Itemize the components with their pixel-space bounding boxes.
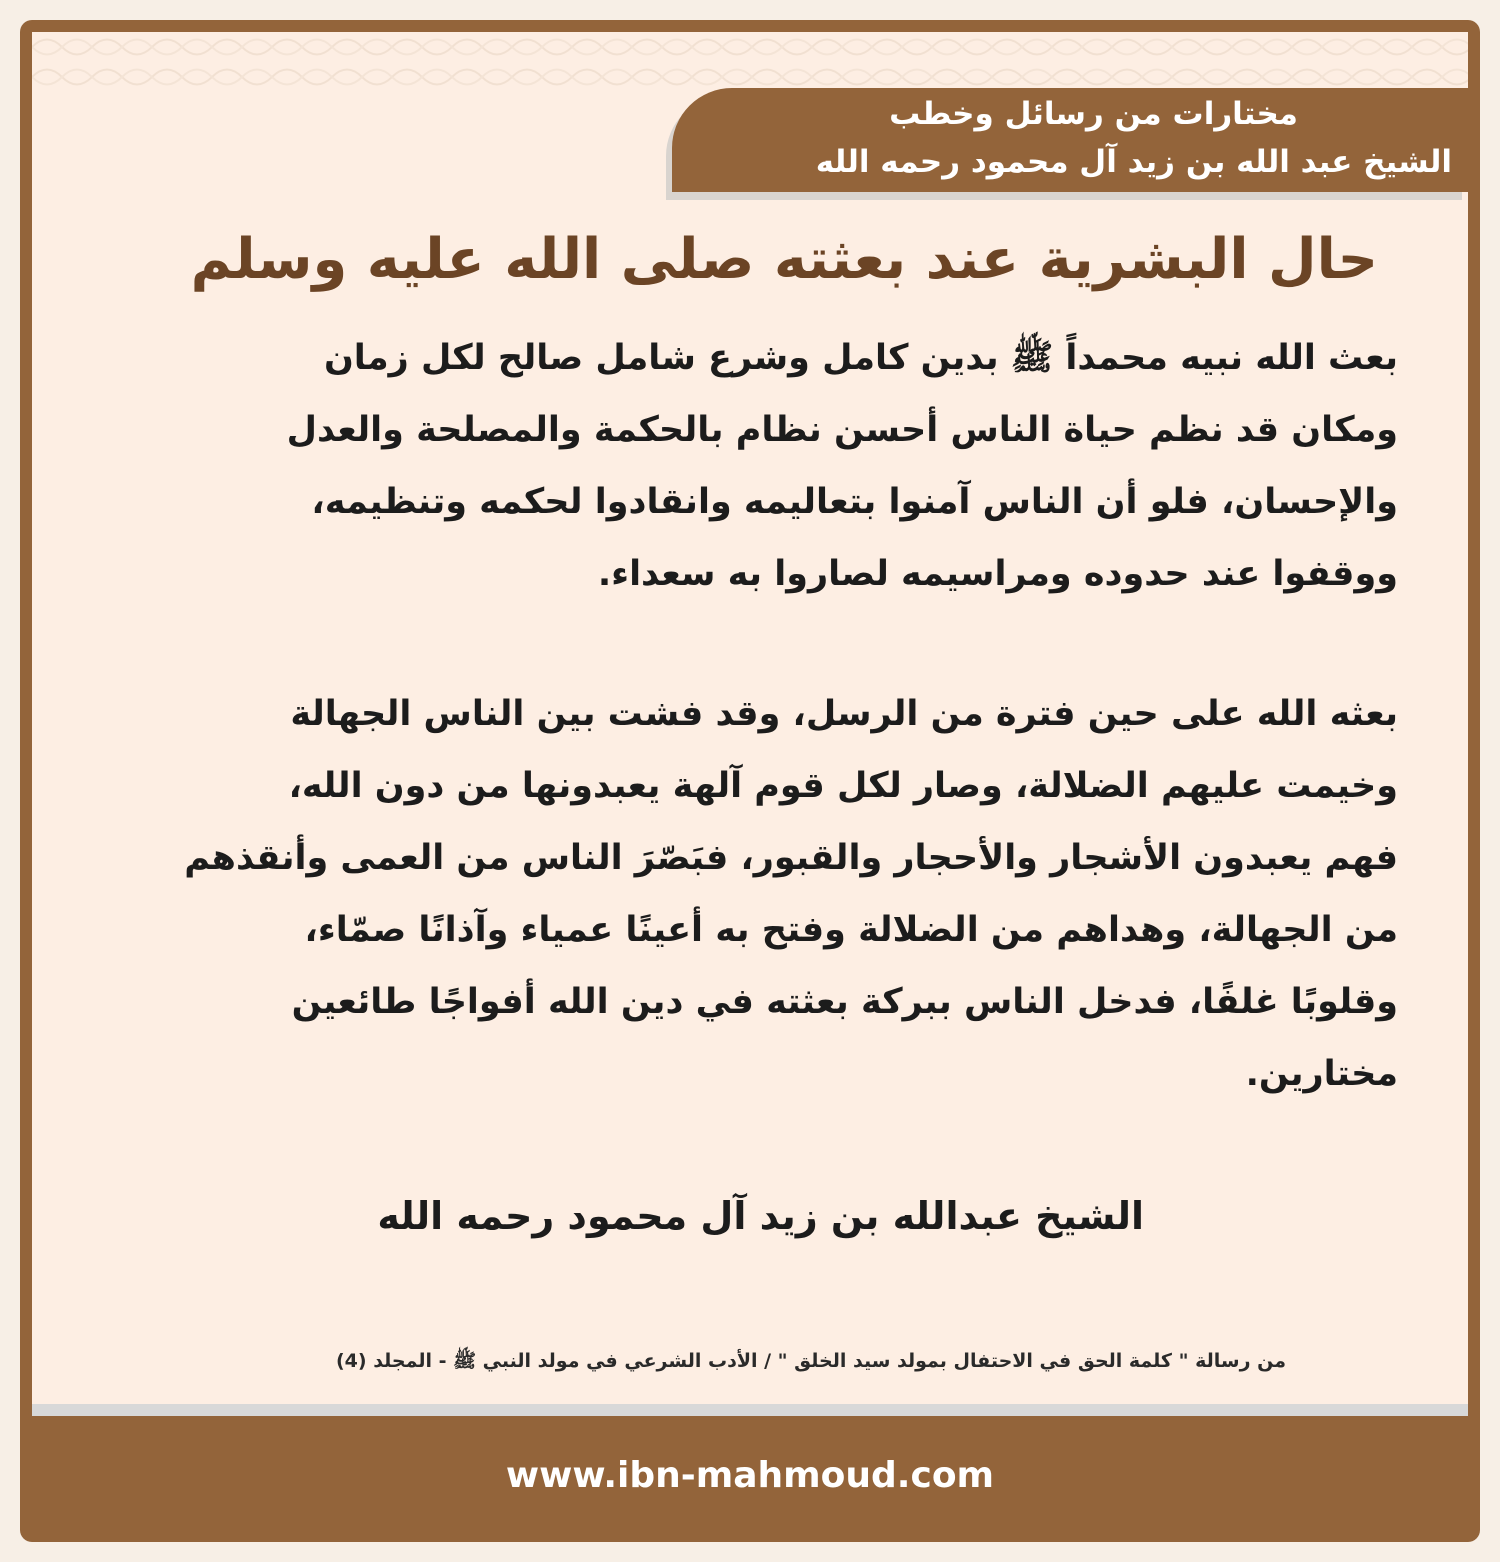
paragraph-2 bbox=[128, 678, 1398, 1110]
paragraph-1 bbox=[128, 322, 1398, 610]
text-line: فهم يعبدون الأشجار والأحجار والقبور، فبَصّرَ الناس من العمى وأنقذهم bbox=[184, 838, 1398, 878]
series-header bbox=[672, 88, 1468, 192]
source-citation: من رسالة " كلمة الحق في الاحتفال بمولد سيد الخلق " / الأدب الشرعي في مولد النبي ﷺ - المجلد (4) bbox=[335, 1350, 1286, 1372]
text-line: ووقفوا عند حدوده ومراسيمه لصاروا به سعداء. bbox=[597, 554, 1398, 594]
page-title: حال البشرية عند بعثته صلى الله عليه وسلم bbox=[190, 227, 1378, 292]
text-line: ومكان قد نظم حياة الناس أحسن نظام بالحكمة والمصلحة والعدل bbox=[286, 410, 1398, 450]
text-line: والإحسان، فلو أن الناس آمنوا بتعاليمه وانقادوا لحكمه وتنظيمه، bbox=[311, 482, 1398, 522]
text-line: وخيمت عليهم الضلالة، وصار لكل قوم آلهة يعبدونها من دون الله، bbox=[288, 766, 1398, 806]
website-link[interactable]: www.ibn-mahmoud.com bbox=[505, 1455, 995, 1496]
text-line: بعث الله نبيه محمداً ﷺ بدين كامل وشرع شامل صالح لكل زمان bbox=[323, 338, 1398, 378]
text-line: بعثه الله على حين فترة من الرسل، وقد فشت بين الناس الجهالة bbox=[290, 694, 1398, 734]
series-title: مختارات من رسائل وخطب bbox=[889, 96, 1298, 132]
decorative-pattern bbox=[32, 32, 1468, 92]
text-line: وقلوبًا غلفًا، فدخل الناس ببركة بعثته في دين الله أفواجًا طائعين bbox=[291, 982, 1398, 1022]
author-name: الشيخ عبد الله بن زيد آل محمود رحمه الله bbox=[815, 144, 1452, 180]
panel-bottom-shadow bbox=[32, 1404, 1468, 1416]
text-line: من الجهالة، وهداهم من الضلالة وفتح به أعينًا عمياء وآذانًا صمّاء، bbox=[304, 910, 1398, 950]
text-line: مختارين. bbox=[1245, 1054, 1398, 1094]
signature: الشيخ عبدالله بن زيد آل محمود رحمه الله bbox=[377, 1194, 1144, 1238]
